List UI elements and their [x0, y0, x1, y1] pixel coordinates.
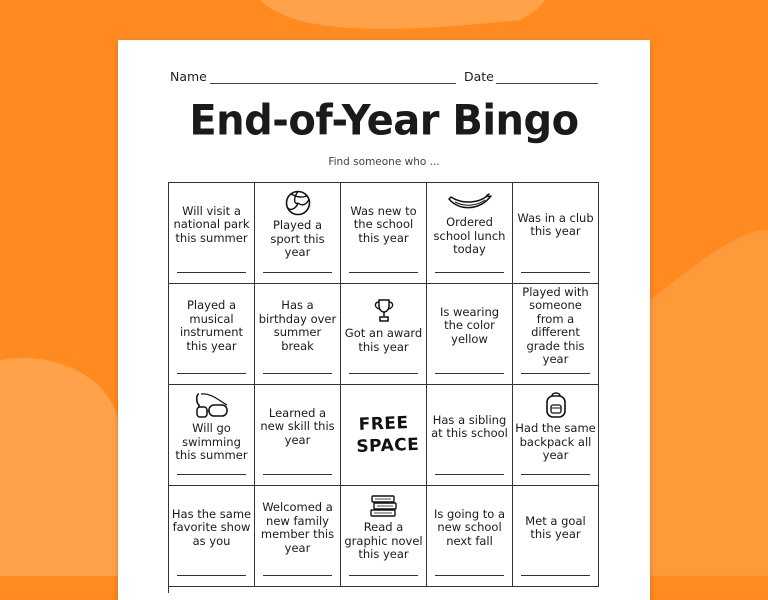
free-space-label: FREE SPACE	[355, 413, 420, 457]
signature-line	[263, 373, 332, 374]
bingo-cell	[427, 385, 513, 486]
bingo-cell	[255, 385, 341, 486]
bingo-cell	[169, 486, 255, 587]
signature-line	[435, 373, 504, 374]
bingo-cell	[255, 183, 341, 284]
signature-line	[521, 272, 590, 273]
cell-text: Played a musical instrument this year	[179, 298, 244, 353]
cell-text: Has the same favorite show as you	[171, 506, 252, 548]
cell-text: Will go swimming this summer	[175, 421, 248, 463]
bingo-cell	[427, 486, 513, 587]
cell-text: Is going to a new school next fall	[433, 506, 506, 548]
books-icon	[369, 494, 399, 518]
cell-text: Learned a new skill this year	[260, 405, 335, 447]
signature-line	[349, 272, 418, 273]
goggles-icon	[193, 391, 231, 419]
bingo-cell	[255, 284, 341, 385]
signature-line	[521, 474, 590, 475]
bingo-cell	[341, 183, 427, 284]
name-line	[210, 83, 456, 84]
bingo-cell	[427, 183, 513, 284]
bingo-cell	[513, 385, 599, 486]
signature-line	[177, 373, 246, 374]
signature-line	[177, 272, 246, 273]
cell-text: Welcomed a new family member this year	[260, 500, 335, 555]
banana-icon	[447, 193, 493, 213]
signature-line	[263, 272, 332, 273]
date-line	[496, 83, 598, 84]
cell-text: Read a graphic novel this year	[344, 520, 423, 562]
cell-text: Has a sibling at this school	[431, 412, 508, 440]
name-label: Name	[170, 69, 207, 84]
bingo-cell	[341, 486, 427, 587]
bingo-cell	[169, 385, 255, 486]
bingo-worksheet	[118, 40, 650, 600]
cell-text: Ordered school lunch today	[433, 215, 506, 257]
name-date-row	[166, 68, 602, 88]
cell-text: Was in a club this year	[517, 210, 594, 238]
page-title: End-of-Year Bingo	[189, 96, 579, 146]
cell-text: Will visit a national park this summer	[173, 203, 250, 245]
bingo-cell	[427, 284, 513, 385]
signature-line	[435, 474, 504, 475]
bingo-cell	[169, 183, 255, 284]
bingo-cell	[513, 183, 599, 284]
free-space-cell	[341, 385, 427, 486]
cell-text: Got an award this year	[344, 326, 423, 354]
bingo-grid	[168, 182, 599, 593]
trophy-icon	[372, 298, 396, 324]
bingo-cell	[341, 284, 427, 385]
signature-line	[521, 373, 590, 374]
signature-line	[177, 474, 246, 475]
page-subtitle: Find someone who ...	[328, 156, 440, 168]
cell-text: Had the same backpack all year	[515, 421, 596, 463]
date-label: Date	[464, 69, 494, 84]
signature-line	[263, 474, 332, 475]
signature-line	[435, 272, 504, 273]
cell-text: Played with someone from a different grade this year	[522, 284, 589, 366]
cell-text: Has a birthday over summer break	[258, 298, 337, 353]
backpack-icon	[542, 391, 570, 419]
bingo-cell	[255, 486, 341, 587]
cell-text: Was new to the school this year	[350, 203, 417, 245]
signature-line	[349, 373, 418, 374]
bingo-cell	[169, 284, 255, 385]
cell-text: Played a sport this year	[270, 218, 325, 260]
bingo-cell	[513, 284, 599, 385]
bingo-cell	[513, 486, 599, 587]
cell-text: Met a goal this year	[525, 513, 586, 541]
volleyball-icon	[285, 190, 311, 216]
cell-text: Is wearing the color yellow	[439, 304, 500, 346]
